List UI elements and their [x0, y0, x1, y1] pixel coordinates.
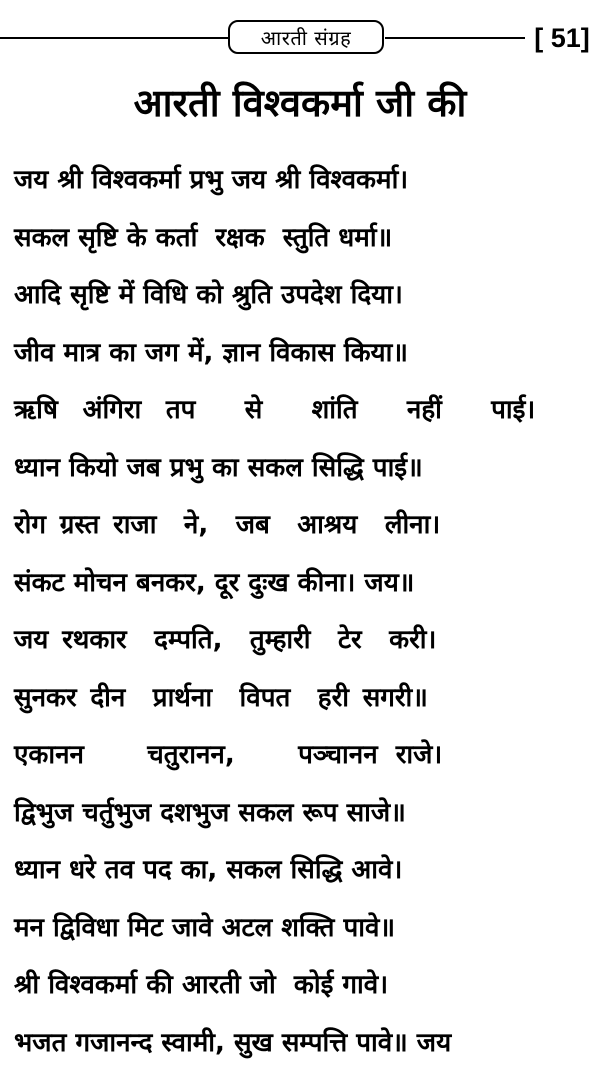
book-title: आरती संग्रह [260, 25, 352, 50]
verse-line: श्री विश्वकर्मा की आरती जो कोई गावे। [14, 970, 389, 1000]
verse-line: द्विभुज चर्तुभुज दशभुज सकल रूप साजे॥ [14, 797, 406, 828]
verse-line: ऋषि अंगिरा तप से शांति नहीं पाई। [14, 395, 536, 425]
book-title-box [228, 20, 384, 54]
page-number: [ 51] [534, 22, 590, 53]
verse-line: ध्यान कियो जब प्रभु का सकल सिद्धि पाई॥ [14, 452, 423, 483]
verse-line: जय रथकार दम्पति, तुम्हारी टेर करी। [14, 625, 437, 655]
verse-line: मन द्विविधा मिट जावे अटल शक्ति पावे॥ [14, 912, 396, 943]
aarti-title: आरती विश्वकर्मा जी की [133, 81, 467, 125]
verse-line: जीव मात्र का जग में, ज्ञान विकास किया॥ [14, 337, 408, 368]
verse-line: आदि सृष्टि में विधि को श्रुति उपदेश दिया। [14, 280, 403, 310]
verse-line: ध्यान धरे तव पद का, सकल सिद्धि आवे। [14, 855, 403, 885]
page-header [0, 18, 600, 58]
header-rule-left [0, 37, 228, 39]
verse-line: रोग ग्रस्त राजा ने, जब आश्रय लीना। [14, 510, 441, 540]
aarti-verses [14, 152, 594, 1072]
verse-line: भजत गजानन्द स्वामी, सुख सम्पत्ति पावे॥ जय [14, 1027, 452, 1058]
verse-line: एकानन चतुरानन, पञ्चानन राजे। [14, 740, 443, 770]
verse-line: संकट मोचन बनकर, दूर दुःख कीना। जय॥ [14, 567, 415, 598]
verse-line: सकल सृष्टि के कर्ता रक्षक स्तुति धर्मा॥ [14, 222, 393, 253]
verse-line: सुनकर दीन प्रार्थना विपत हरी सगरी॥ [14, 682, 428, 713]
verse-line: जय श्री विश्वकर्मा प्रभु जय श्री विश्वकर्मा। [14, 165, 409, 195]
header-rule-right [385, 37, 525, 39]
